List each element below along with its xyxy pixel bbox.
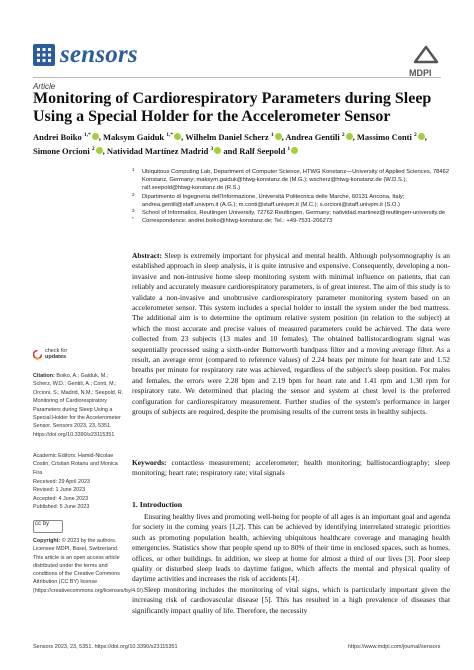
journal-name[interactable]: sensors (60, 41, 138, 68)
orcid-icon[interactable] (214, 147, 221, 154)
author-affiliation-sup: 1,* (83, 132, 91, 138)
abstract-label: Abstract: (132, 251, 162, 260)
author[interactable] (33, 146, 103, 156)
received-date: Received: 29 April 2023 (33, 479, 90, 485)
orcid-icon[interactable] (96, 147, 103, 154)
orcid-icon[interactable] (92, 133, 99, 140)
introduction-body (132, 512, 450, 616)
copyright-text: © 2023 by the authors. Licensee MDPI, Basel, Switzerland. This article is an open access article distributed under the terms and conditions of the Creative Commons Attribution (CC BY) license (https://creativecommons.org/licenses/by/4.0/). (33, 538, 145, 594)
check-for-updates-icon[interactable] (33, 348, 42, 359)
publisher-logo-icon (412, 44, 440, 66)
author-name: Maksym Gaiduk (102, 131, 165, 142)
author-list: Andrei Boiko $^{1,*}$ , Maksym Gaiduk $^{1,*}$ , Wilhelm Daniel Scherz $^1$ , Andrea Gentili $^2$ , Massimo Conti $^2$ , Simone Orcioni $^2$ , Natividad Martínez Madrid $^3$ and Ralf Seepold $^1$ (33, 131, 427, 156)
orcid-icon[interactable] (346, 133, 353, 140)
intro-paragraph-1: Ensuring healthy lives and promoting well-being for people of all ages is an important goal and agenda for society in the coming years [1,2]. This can be achieved by identifying interrelated strategic priorities such as promoting population health, achieving ubiquitous healthcare coverage and managing health emergencies. Statistics show that people spend up to 80% of their time in enclosed spaces, such as homes, offices, or other buildings. In addition, we sleep at home for almost a third of our lives [3]. Poor sleep quality or disturbed sleep leads to daytime fatigue, which affects the mental and physical quality of daytime activities and increases the risk of accidents [4]. (132, 512, 450, 584)
check-for-updates-link[interactable] (45, 348, 67, 360)
copyright-block (33, 537, 145, 595)
orcid-icon[interactable] (418, 133, 425, 140)
affiliation-1 (132, 168, 452, 193)
author-affiliation-sup: 2 (341, 132, 345, 138)
editors-text: Hamid-Nicolae Costin, Cristian Rotariu and Monica Fira (33, 453, 118, 476)
affiliations (132, 168, 452, 225)
author-name: Massimo Conti (356, 131, 412, 142)
author[interactable] (239, 146, 298, 156)
affiliation-number: 3 (132, 208, 135, 214)
keywords-label: Keywords: (132, 458, 167, 467)
affiliation-text: Correspondence: andrei.boiko@htwg-konstanz.de; Tel.: +49-7531-206273 (142, 218, 333, 225)
footer-journal-url[interactable]: https://www.mdpi.com/journal/sensors (348, 644, 441, 650)
author[interactable] (285, 132, 352, 142)
author-name: Simone Orcioni (33, 145, 90, 156)
author[interactable] (107, 146, 221, 156)
affiliation-number: * (132, 216, 134, 222)
intro-paragraph-2: Sleep monitoring includes the monitoring of vital signs, which is particularly important given the increasing risk of cardiovascular disease [5]. This has resulted in a high prevalence of diseases that significantly impact quality of life. Therefore, the necessity (132, 584, 450, 615)
orcid-icon[interactable] (291, 147, 298, 154)
affiliation-text: Dipartimento di Ingegneria dell'Informazione, Università Politecnica delle Marche, 60131 Ancona, Italy; andrea.gentili@staff.univpm.it (A.G.); m.conti@staff.univpm.it (M.C.); s.orcioni@staff.univpm.it (S.O.) (142, 193, 405, 208)
publication-dates (33, 478, 125, 512)
author[interactable] (357, 132, 425, 142)
citation-block (33, 372, 125, 439)
abstract-text: Sleep is extremely important for physical and mental health. Although polysomnography is an established approach in sleep analysis, it is quite intrusive and expensive. Consequently, developing a non-invasive and non-intrusive home sleep monitoring system with minimal influence on patients, that can reliably and accurately measure cardiorespiratory parameters, is of great interest. The aim of this study is to validate a non-invasive and unobtrusive cardiorespiratory parameter monitoring system based on an accelerometer sensor. This system includes a special holder to install the system under the bed mattress. The additional aim is to determine the optimum relative system position (in relation to the subject) at which the most accurate and precise values of measured parameters could be achieved. The data were collected from 23 subjects (13 males and 10 females). The obtained ballistocardiogram signal was sequentially processed using a sixth-order Butterworth bandpass filter and a moving average filter. As a result, an average error (compared to reference values) of 2.24 beats per minute for heart rate and 1.52 breaths per minute for respiratory rate was achieved, regardless of the subject's sleep position. For males and females, the errors were 2.28 bpm and 2.19 bpm for heart rate and 1.41 rpm and 1.30 rpm for respiratory rate. We determined that placing the sensor and system at chest level is the preferred configuration for cardiorespiratory measurement. Further studies of the system's performance in larger groups of subjects are required, despite the promising results of the current tests in healthy subjects. (132, 251, 450, 417)
author-name: Wilhelm Daniel Scherz (185, 131, 269, 142)
cc-by-label: cc by (35, 521, 50, 527)
keywords-text: contactless measurement; accelerometer; health monitoring; ballistocardiography; sleep monitoring; heart rate; respiratory rate; vital signals (132, 458, 450, 478)
affiliation-2 (132, 193, 452, 209)
accepted-date: Accepted: 4 June 2023 (33, 495, 89, 502)
check-updates-line1: check for (45, 348, 68, 354)
editors-label: Academic Editors: (33, 453, 77, 459)
author-affiliation-sup: 1 (270, 132, 274, 138)
author[interactable] (185, 132, 281, 142)
citation-text: Boiko, A.; Gaiduk, M.; Scherz, W.D.; Gentili, A.; Conti, M.; Orcioni, S.; Madrid, N.M.; Seepold, R. Monitoring of Cardiorespiratory Parameters during Sleep Using a Special Holder for the Accelerometer Sensor. Sensors 2023, 23, 5351. https://doi.org/10.3390/s23115351 (33, 373, 124, 438)
abstract (132, 251, 450, 418)
author[interactable] (33, 132, 99, 142)
check-updates-line2: updates (45, 354, 67, 360)
affiliation-3 (132, 209, 452, 217)
author-affiliation-sup: 2 (91, 145, 95, 152)
section-heading: 1. Introduction (132, 500, 183, 509)
author-affiliation-sup: 3 (210, 145, 214, 152)
author-affiliation-sup: 2 (414, 132, 417, 138)
author-affiliation-sup: 1 (287, 145, 291, 152)
orcid-icon[interactable] (174, 133, 181, 140)
author-name: Ralf Seepold (239, 145, 286, 156)
article-type: Article (33, 82, 56, 91)
published-date: Published: 5 June 2023 (33, 504, 90, 511)
affiliation-text: Ubiquitous Computing Lab, Department of Computer Science, HTWG Konstanz—University of Applied Sciences, 78462 Konstanz, Germany; maksym.gaiduk@htwg-konstanz.de (M.G.); wscherz@htwg-konstanz.de (W.D.S.); ralf.seepold@htwg-konstanz.de (R.S.) (142, 169, 450, 192)
academic-editors (33, 452, 125, 477)
affiliation-text: School of Informatics, Reutlingen University, 72762 Reutlingen, Germany; natividad.martinez@reutlingen-university.de (142, 210, 446, 217)
header-divider (33, 77, 441, 78)
author-name: Andrei Boiko (33, 131, 82, 142)
publisher-name: MDPI (409, 68, 432, 78)
affiliation-number: 1 (132, 167, 135, 172)
copyright-label: Copyright: (33, 538, 61, 544)
correspondence (132, 217, 452, 225)
author-affiliation-sup: 1,* (166, 132, 174, 138)
journal-logo-icon (33, 44, 55, 66)
footer-citation[interactable]: Sensors 2023, 23, 5351. https://doi.org/10.3390/s23115351 (33, 644, 178, 650)
affiliation-number: 2 (132, 191, 135, 197)
revised-date: Revised: 1 June 2023 (33, 487, 86, 494)
citation-label: Citation: (33, 373, 55, 379)
orcid-icon[interactable] (275, 133, 282, 140)
keywords (132, 458, 450, 479)
author-name: Natividad Martínez Madrid (106, 145, 209, 156)
paper-title: Monitoring of Cardiorespiratory Parameters during Sleep Using a Special Holder for the Accelerometer Sensor (33, 90, 432, 125)
author[interactable] (103, 132, 181, 142)
author-name: Andrea Gentili (285, 131, 340, 142)
